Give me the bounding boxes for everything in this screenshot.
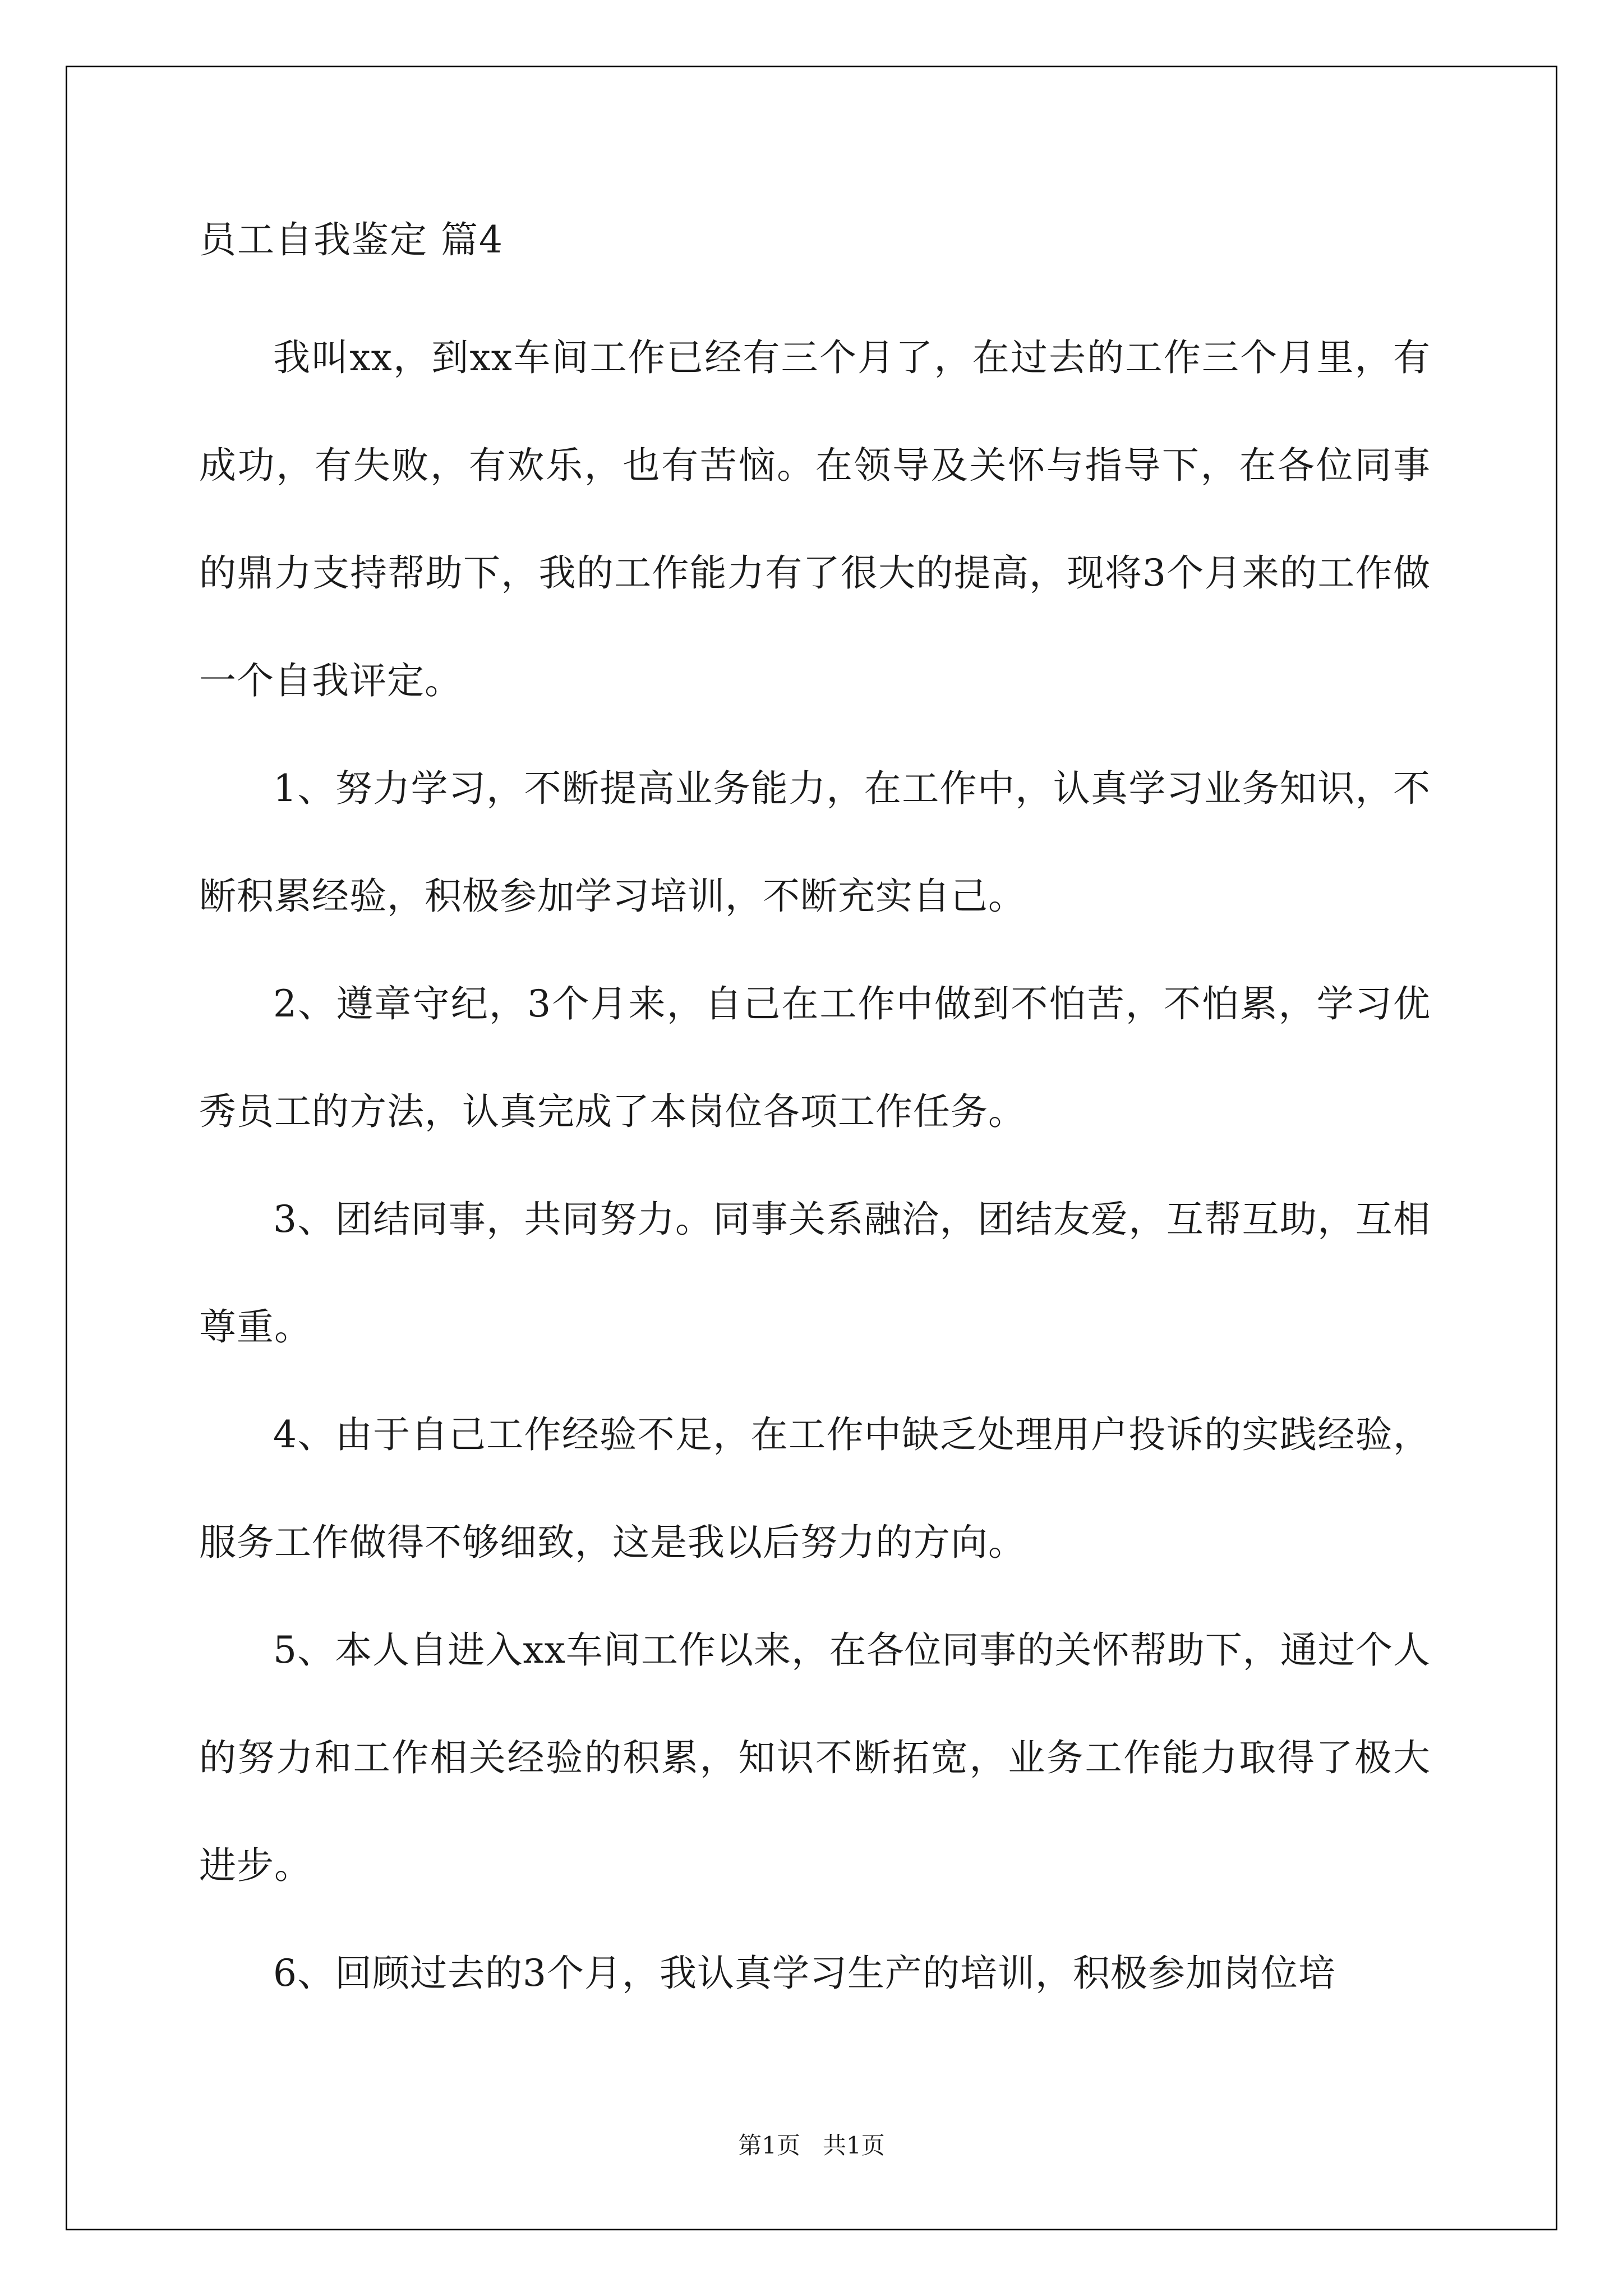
page-footer [0, 2129, 1623, 2162]
paragraph-intro: 我叫xx，到xx车间工作已经有三个月了，在过去的工作三个月里，有成功，有失败，有欢乐，也有苦恼。在领导及关怀与指导下，在各位同事的鼎力支持帮助下，我的工作能力有了很大的提高，现将3个月来的工作做一个自我评定。 [199, 336, 1431, 702]
paragraph-item-1: 1、努力学习，不断提高业务能力，在工作中，认真学习业务知识，不断积累经验，积极参加学习培训，不断充实自己。 [199, 767, 1431, 918]
current-page-label: 第1页 [738, 2132, 800, 2159]
paragraph-item-4: 4、由于自己工作经验不足，在工作中缺乏处理用户投诉的实践经验，服务工作做得不够细致，这是我以后努力的方向。 [199, 1413, 1431, 1564]
paragraph-item-3: 3、团结同事，共同努力。同事关系融洽，团结友爱，互帮互助，互相尊重。 [199, 1198, 1431, 1349]
paragraph-item-5: 5、本人自进入xx车间工作以来，在各位同事的关怀帮助下，通过个人的努力和工作相关经验的积累，知识不断拓宽，业务工作能力取得了极大进步。 [199, 1628, 1431, 1887]
paragraph-item-2: 2、遵章守纪，3个月来，自己在工作中做到不怕苦，不怕累，学习优秀员工的方法，认真完成了本岗位各项工作任务。 [199, 982, 1431, 1133]
paragraph-item-6: 6、回顾过去的3个月，我认真学习生产的培训，积极参加岗位培 [273, 1952, 1336, 1995]
document-body [199, 219, 1431, 2027]
document-heading: 员工自我鉴定 篇4 [199, 218, 504, 261]
total-pages-label: 共1页 [823, 2132, 885, 2159]
